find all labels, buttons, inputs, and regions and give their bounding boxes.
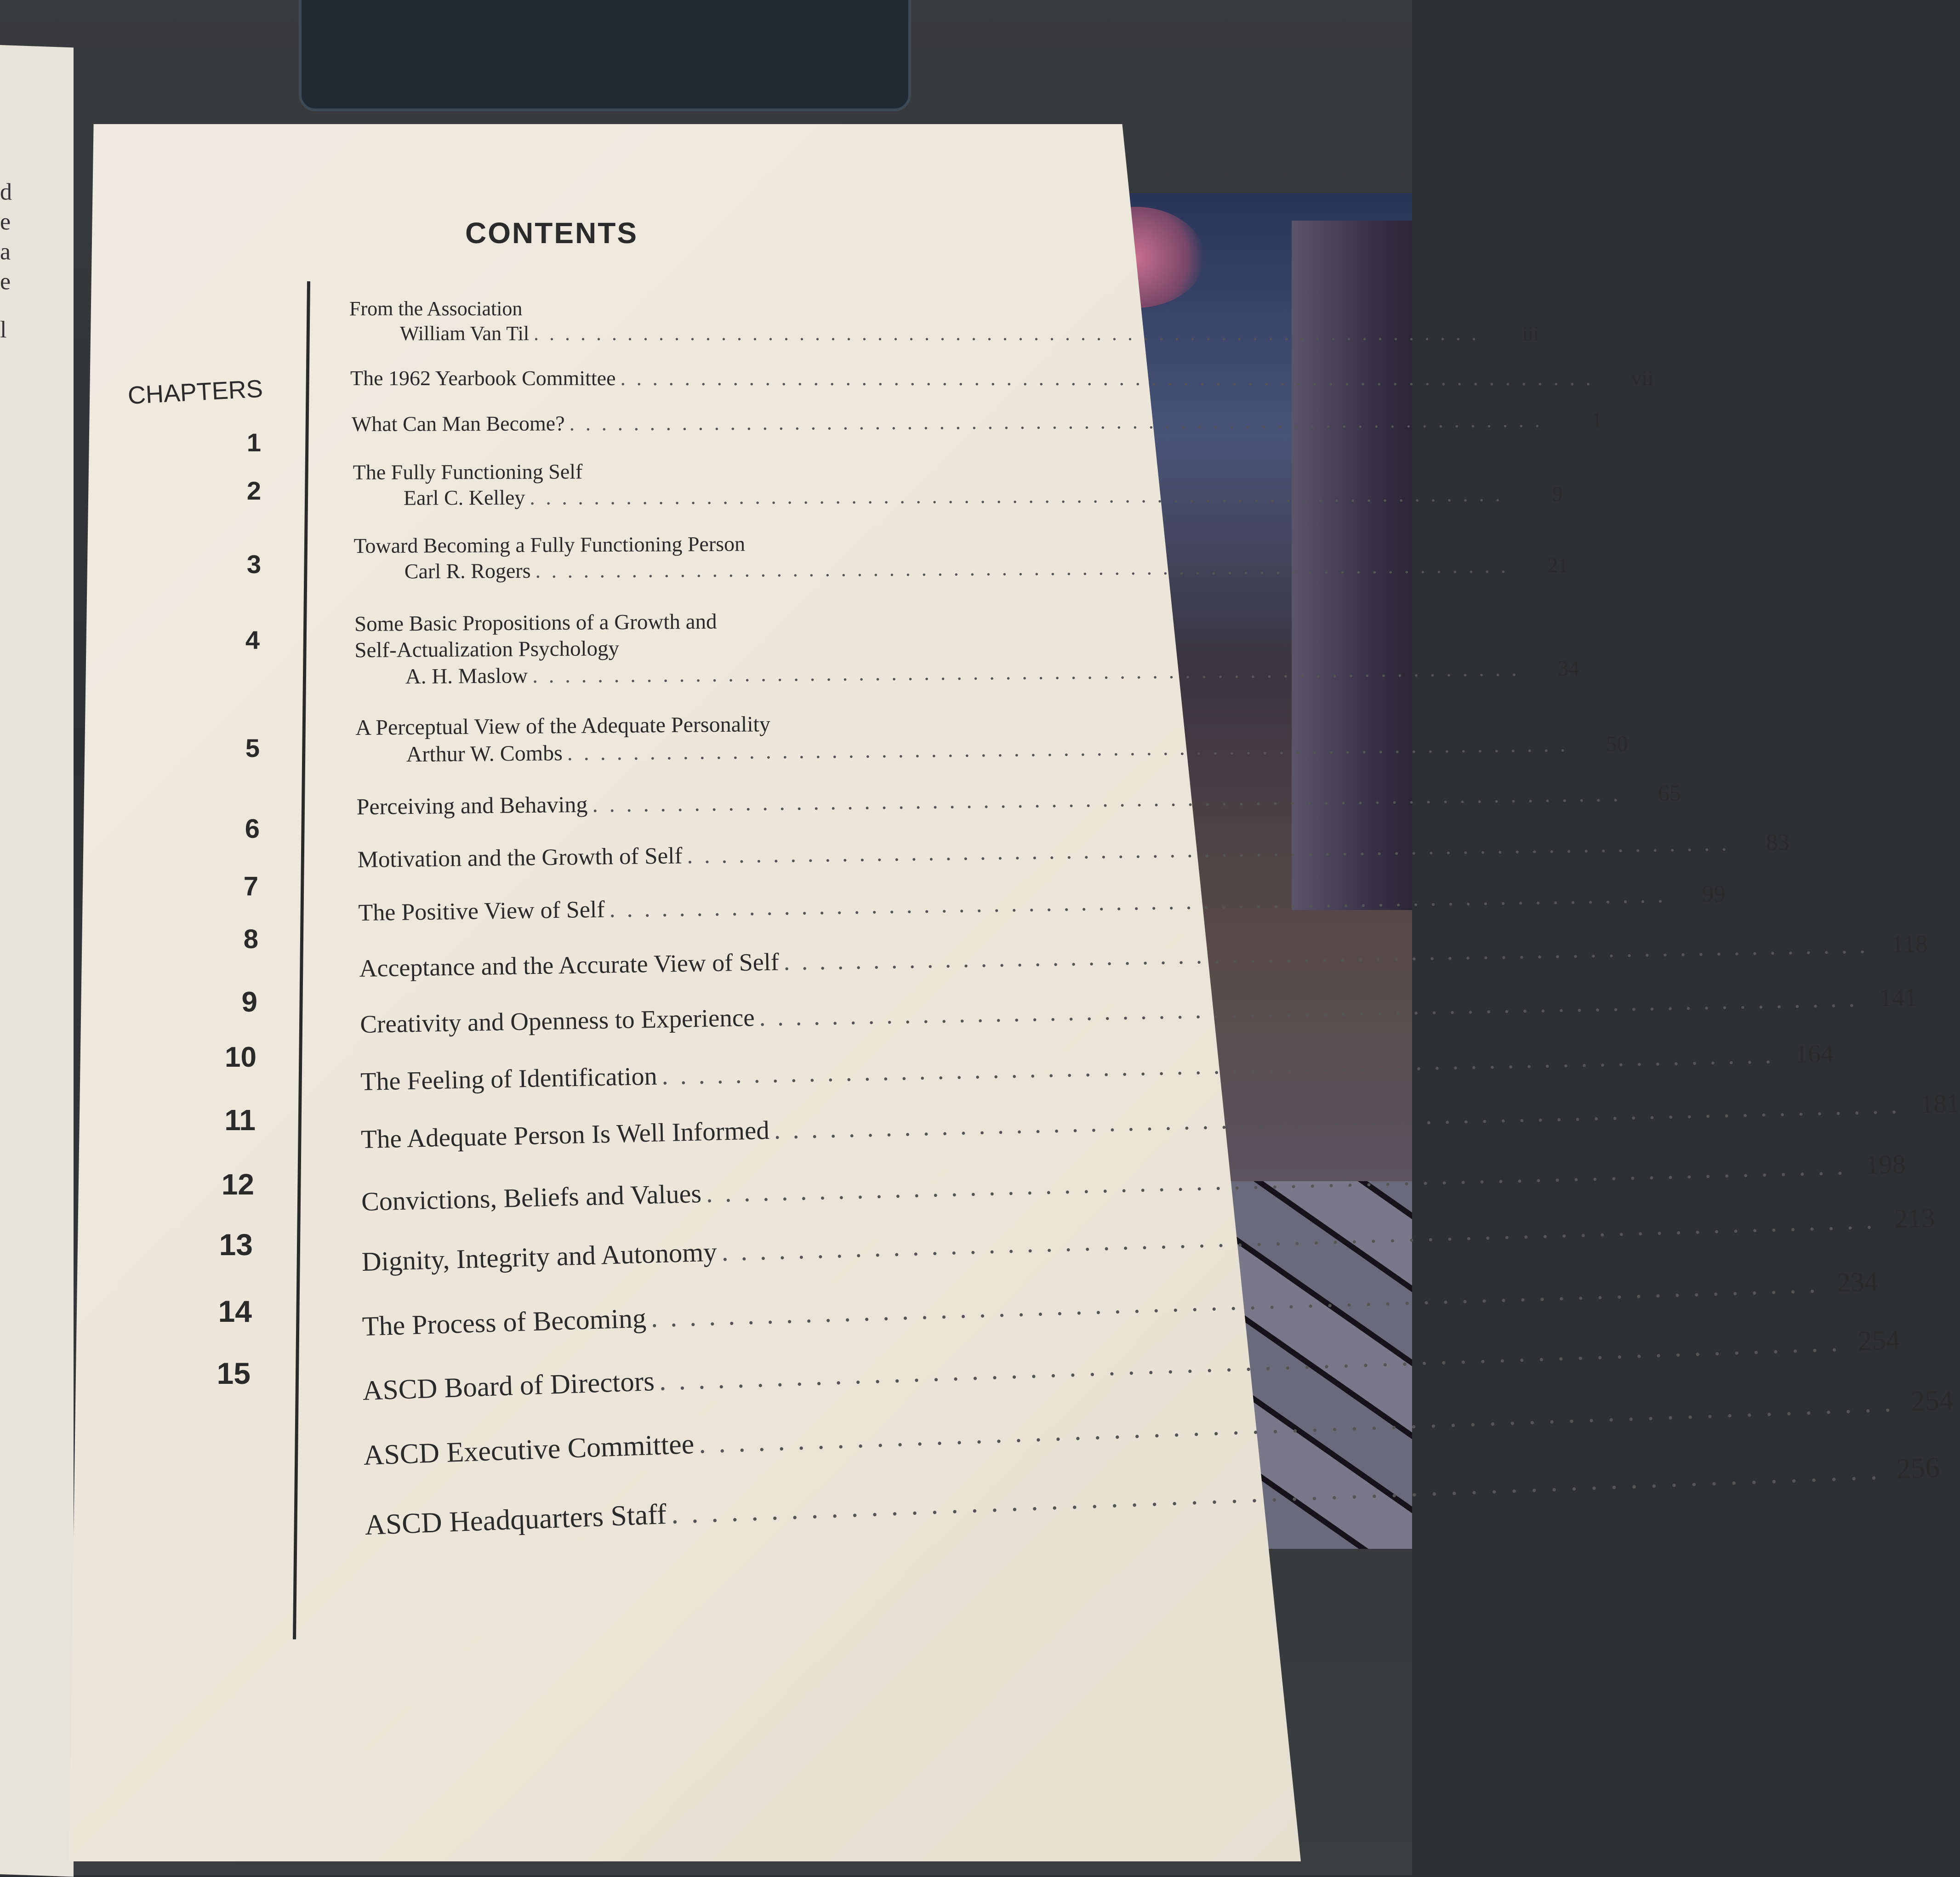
entry-title: Convictions, Beliefs and Values (361, 1178, 702, 1217)
toc-entry (354, 607, 1579, 691)
entry-author: Carl R. Rogers (404, 559, 531, 583)
dot-leader: . . . . . . . . . . . . . . . . . . . . . . . . . . . . . . . . . . . . . . . . . . . . . . . . . . . . . . . . . . . . . (567, 732, 1568, 765)
page-number: 50 (1606, 731, 1628, 756)
contents-heading: CONTENTS (465, 216, 638, 250)
left-page-fragment: e (0, 268, 11, 295)
entry-title: Toward Becoming a Fully Functioning Person (353, 532, 746, 558)
dot-leader: . . . . . . . . . . . . . . . . . . . . . . . . . . . . . . . . . . . . . . . . . . . . . . . . . . . . . . . . . . . . . (569, 408, 1543, 435)
chapter-number: 3 (246, 550, 261, 579)
toc-entry (357, 829, 1790, 874)
page-number: 181 (1920, 1089, 1960, 1119)
vertical-rule (293, 281, 310, 1639)
entry-title: ASCD Headquarters Staff (364, 1497, 667, 1541)
page-number: 65 (1658, 779, 1681, 806)
entry-title: ASCD Board of Directors (362, 1365, 655, 1407)
toc-entry (361, 1149, 1906, 1218)
toc-entry (364, 1451, 1941, 1543)
entry-title: The 1962 Yearbook Committee (350, 366, 616, 390)
entry-title: The Positive View of Self (358, 896, 605, 927)
page-number: iii (1522, 322, 1539, 345)
dot-leader: . . . . . . . . . . . . . . . . . . . . . . . . . . . . . . . . . . . . . . . . . . . . . . . . . . . . . . . . . . . . . (535, 553, 1509, 583)
chapter-number: 1 (246, 428, 261, 457)
chapters-label: CHAPTERS (127, 375, 264, 410)
chapter-number: 10 (225, 1041, 256, 1073)
dot-leader: . . . . . . . . . . . . . . . . . . . . . . . . . . . . . . . . . . . . . . . . . . . . . . . . . . . . . . . . . . . . . (620, 366, 1594, 390)
entry-title: The Fully Functioning Self (353, 460, 583, 484)
chapter-number: 5 (245, 734, 260, 762)
dot-leader: . . . . . . . . . . . . . . . . . . . . . . . . . . . . . . . . . . . . . . . . . . . . . . . . . . . . . . . . . . . . . (658, 1326, 1841, 1397)
page-number: 164 (1795, 1039, 1834, 1069)
page-number: 34 (1557, 656, 1579, 681)
toc-entry (350, 365, 1653, 391)
toc-entry (360, 1089, 1960, 1155)
entry-title: What Can Man Become? (351, 411, 565, 436)
dot-leader: . . . . . . . . . . . . . . . . . . . . . . . . . . . . . . . . . . . . . . . . . . . . . . . . . . . . . . . . . . . . . (698, 1386, 1895, 1460)
toc-entry (353, 457, 1563, 511)
toc-entry (361, 1266, 1879, 1344)
dot-leader: . . . . . . . . . . . . . . . . . . . . . . . . . . . . . . . . . . . . . . . . . . . . . . . . . . . . . . . . . . . . . (530, 482, 1503, 509)
dot-leader: . . . . . . . . . . . . . . . . . . . . . . . . . . . . . . . . . . . . . . . . . . . . . . . . . . . . . . . . . . . . . (661, 1040, 1774, 1091)
chapter-number: 12 (221, 1168, 254, 1201)
entry-title: ASCD Executive Committee (363, 1428, 695, 1472)
chapter-number: 2 (246, 476, 261, 505)
dot-leader: . . . . . . . . . . . . . . . . . . . . . . . . . . . . . . . . . . . . . . . . . . . . . . . . . . . . . . . . . . . . . (706, 1150, 1846, 1208)
entry-author: William Van Til (400, 322, 530, 345)
dot-leader: . . . . . . . . . . . . . . . . . . . . . . . . . . . . . . . . . . . . . . . . . . . . . . . . . . . . . . . . . . . . . (609, 882, 1666, 923)
chapter-number: 9 (241, 986, 257, 1018)
page-number: 118 (1891, 930, 1928, 958)
page-number: vii (1631, 366, 1653, 390)
toc-entry (353, 530, 1569, 585)
toc-entry (356, 779, 1681, 821)
page-number: 213 (1893, 1202, 1936, 1234)
left-page-fragment: d (0, 178, 12, 205)
page-number: 141 (1879, 983, 1918, 1012)
entry-author: Arthur W. Combs (406, 740, 563, 767)
dot-leader: . . . . . . . . . . . . . . . . . . . . . . . . . . . . . . . . . . . . . . . . . . . . . . . . . . . . . . . . . . . . . (592, 780, 1621, 817)
page-number: 83 (1766, 829, 1790, 856)
toc-entry (355, 709, 1628, 768)
chapter-number: 6 (245, 814, 260, 844)
dot-leader: . . . . . . . . . . . . . . . . . . . . . . . . . . . . . . . . . . . . . . . . . . . . . . . . . . . . . . . . . . . . . (721, 1204, 1876, 1267)
left-page-fragment: l (0, 316, 7, 343)
entry-title: Dignity, Integrity and Autonomy (361, 1236, 718, 1277)
entry-title: Acceptance and the Accurate View of Self (359, 948, 780, 983)
page-number: 254 (1857, 1325, 1901, 1357)
toc-entry (362, 1325, 1901, 1409)
page-number: 256 (1896, 1451, 1941, 1485)
dot-leader: . . . . . . . . . . . . . . . . . . . . . . . . . . . . . . . . . . . . . . . . . . . . . . . . . . . . . . . . . . . . . (532, 656, 1520, 688)
entry-title: The Process of Becoming (361, 1303, 647, 1342)
entry-title: Motivation and the Growth of Self (357, 843, 683, 873)
dot-leader: . . . . . . . . . . . . . . . . . . . . . . . . . . . . . . . . . . . . . . . . . . . . . . . . . . . . . . . . . . . . . (759, 984, 1858, 1031)
page-number: 99 (1701, 881, 1726, 908)
entry-title-continued: Self-Actualization Psychology (354, 637, 620, 663)
dot-leader: . . . . . . . . . . . . . . . . . . . . . . . . . . . . . . . . . . . . . . . . . . . . . . . . . . . . . . . . . . . . . (687, 830, 1730, 869)
entry-author: Earl C. Kelley (403, 485, 525, 510)
entry-title: A Perceptual View of the Adequate Personality (355, 712, 771, 740)
entry-author: A. H. Maslow (405, 664, 528, 688)
dot-leader: . . . . . . . . . . . . . . . . . . . . . . . . . . . . . . . . . . . . . . . . . . . . . . . . . . . . . . . . . . . . . (650, 1268, 1819, 1333)
toc-entry (358, 881, 1726, 927)
page-number: 21 (1547, 553, 1569, 577)
chapter-number: 8 (243, 924, 258, 954)
dot-leader: . . . . . . . . . . . . . . . . . . . . . . . . . . . . . . . . . . . . . . . . . . . . . . . . . . . . . . . . . . . . . (783, 931, 1869, 976)
chapter-number: 13 (219, 1228, 253, 1262)
chapter-number: 14 (218, 1294, 252, 1328)
chapter-number: 15 (217, 1356, 251, 1390)
chapter-number: 4 (245, 626, 260, 654)
left-page-fragment: a (0, 238, 11, 265)
toc-entry (359, 930, 1928, 984)
page-number: 198 (1865, 1149, 1906, 1180)
chapter-number: 11 (224, 1103, 256, 1137)
dot-leader: . . . . . . . . . . . . . . . . . . . . . . . . . . . . . . . . . . . . . . . . . . . . . . . . . . . . . . . . . . . . . (670, 1453, 1881, 1530)
entry-title: The Adequate Person Is Well Informed (360, 1115, 770, 1155)
toc-entry (361, 1202, 1936, 1279)
toc-entry (351, 408, 1603, 437)
page-number: 254 (1910, 1384, 1954, 1417)
entry-title: From the Association (349, 297, 523, 320)
left-page-fragment: e (0, 208, 11, 235)
page-number: 234 (1836, 1266, 1879, 1298)
toc-entry (349, 296, 1539, 346)
dot-leader: . . . . . . . . . . . . . . . . . . . . . . . . . . . . . . . . . . . . . . . . . . . . . . . . . . . . . . . . . . . . . (534, 322, 1480, 345)
page-number: 1 (1591, 408, 1603, 432)
page-number: 9 (1552, 482, 1563, 506)
entry-title: Perceiving and Behaving (356, 791, 588, 820)
dot-leader: . . . . . . . . . . . . . . . . . . . . . . . . . . . . . . . . . . . . . . . . . . . . . . . . . . . . . . . . . . . . . (773, 1090, 1901, 1145)
entry-title: Creativity and Openness to Experience (359, 1003, 755, 1039)
toc-entry (359, 983, 1918, 1040)
entry-title: Some Basic Propositions of a Growth and (354, 609, 717, 637)
entry-title: The Feeling of Identification (360, 1062, 658, 1097)
toc-entry (360, 1039, 1834, 1098)
chapter-number: 7 (243, 871, 258, 901)
